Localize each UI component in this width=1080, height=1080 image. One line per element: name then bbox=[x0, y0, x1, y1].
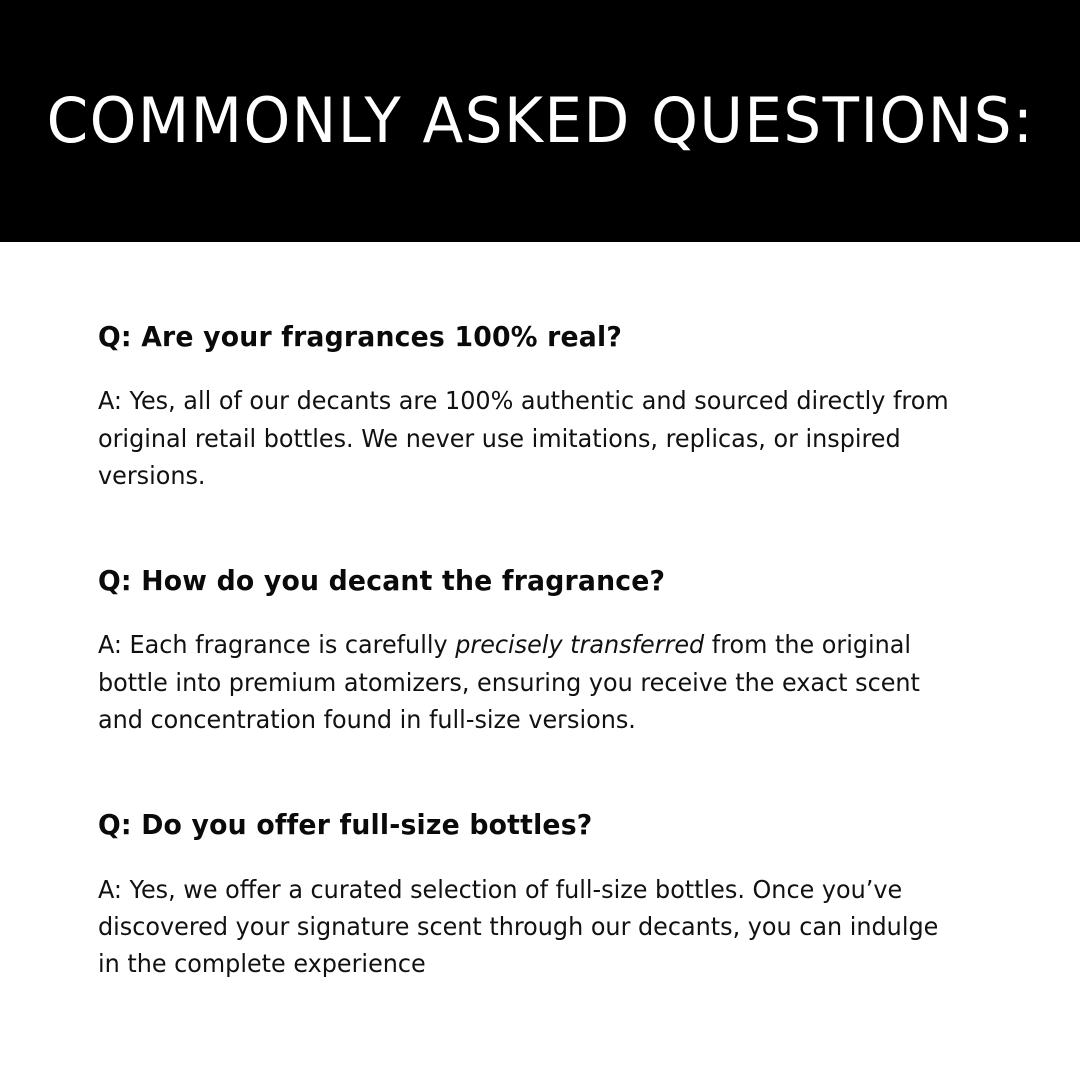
faq-answer bbox=[98, 871, 962, 983]
faq-answer bbox=[98, 626, 962, 738]
faq-item bbox=[98, 738, 984, 982]
faq-item bbox=[98, 242, 984, 494]
faq-question: Q: Are your fragrances 100% real? bbox=[98, 321, 622, 353]
faq-question: Q: How do you decant the fragrance? bbox=[98, 565, 666, 598]
faq-answer-emphasis: precisely transferred bbox=[455, 630, 705, 660]
page-title: COMMONLY ASKED QUESTIONS: bbox=[46, 84, 1034, 157]
faq-question: Q: Do you offer full-size bottles? bbox=[98, 809, 593, 842]
faq-answer-text-after: from the original bottle into premium atomizers, ensuring you receive the exact scent and concentration found in full-size versions. bbox=[98, 630, 920, 734]
faq-item bbox=[98, 494, 984, 738]
faq-answer-text-before: A: Each fragrance is carefully bbox=[98, 630, 456, 660]
faq-answer bbox=[98, 382, 962, 494]
faq-answer-text-before: A: Yes, all of our decants are 100% authentic and sourced directly from original retail bottles. We never use imitations, replicas, or inspired versions. bbox=[98, 386, 949, 490]
faq-list bbox=[0, 242, 1080, 982]
header-banner bbox=[0, 0, 1080, 242]
faq-answer-text-before: A: Yes, we offer a curated selection of full-size bottles. Once you’ve discovered your signature scent through our decants, you can indulge in the complete experience bbox=[98, 874, 939, 978]
